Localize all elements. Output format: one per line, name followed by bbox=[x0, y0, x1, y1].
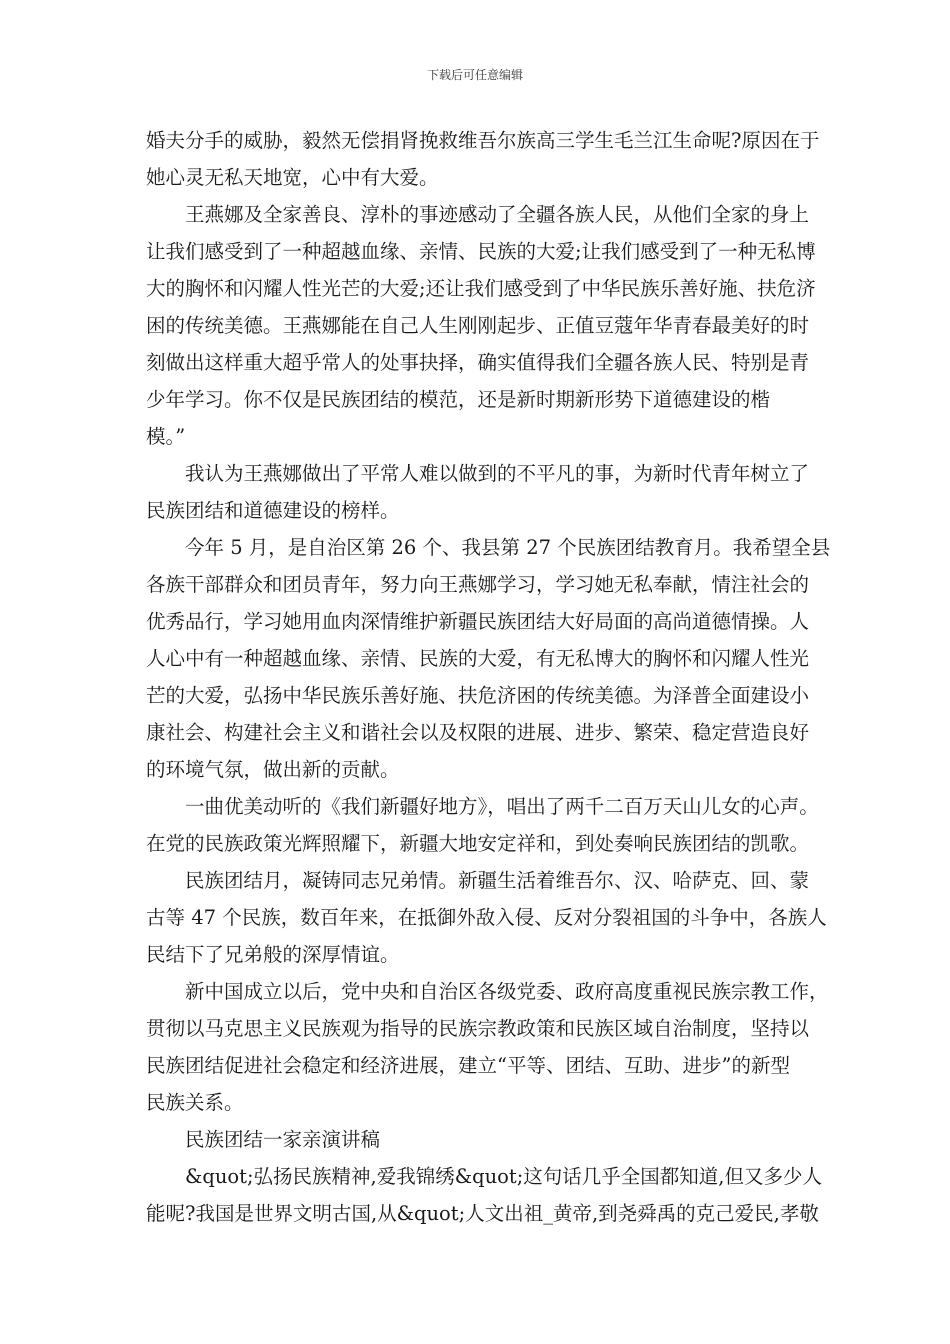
text-line: 婚夫分手的威胁，毅然无偿捐肾挽救维吾尔族高三学生毛兰江生命呢?原因在于 bbox=[146, 129, 820, 152]
text-line: 今年 5 月，是自治区第 26 个、我县第 27 个民族团结教育月。我希望全县 bbox=[185, 536, 831, 559]
text-line: 在党的民族政策光辉照耀下，新疆大地安定祥和，到处奏响民族团结的凯歌。 bbox=[146, 832, 810, 855]
text-line: 刻做出这样重大超乎常人的处事抉择，确实值得我们全疆各族人民、特别是青 bbox=[146, 351, 810, 374]
text-line: 民族团结促进社会稳定和经济进展，建立“平等、团结、互助、进步”的新型 bbox=[146, 1054, 790, 1077]
text-line: 能呢?我国是世界文明古国,从&quot;人文出祖_黄帝,到尧舜禹的克己爱民,孝敬 bbox=[146, 1202, 819, 1225]
page-header: 下载后可任意编辑 bbox=[426, 68, 523, 82]
text-line: 她心灵无私天地宽，心中有大爱。 bbox=[146, 166, 439, 189]
text-line: 让我们感受到了一种超越血缘、亲情、民族的大爱;让我们感受到了一种无私博 bbox=[146, 240, 816, 263]
text-line: 大的胸怀和闪耀人性光芒的大爱;还让我们感受到了中华民族乐善好施、扶危济 bbox=[146, 277, 816, 300]
text-line: &quot;弘扬民族精神,爱我锦绣&quot;这句话几乎全国都知道,但又多少人 bbox=[185, 1165, 822, 1188]
text-line: 少年学习。你不仅是民族团结的模范，还是新时期新形势下道德建设的楷 bbox=[146, 388, 771, 411]
text-line: 新中国成立以后，党中央和自治区各级党委、政府高度重视民族宗教工作， bbox=[185, 980, 829, 1003]
text-line: 一曲优美动听的《我们新疆好地方》，唱出了两千二百万天山儿女的心声。 bbox=[185, 795, 819, 818]
text-line: 古等 47 个民族，数百年来，在抵御外敌入侵、反对分裂祖国的斗争中，各族人 bbox=[146, 906, 827, 929]
text-line: 的环境气氛，做出新的贡献。 bbox=[146, 758, 400, 781]
text-line: 民族团结和道德建设的榜样。 bbox=[146, 499, 400, 522]
text-line: 困的传统美德。王燕娜能在自己人生刚刚起步、正值豆蔻年华青春最美好的时 bbox=[146, 314, 810, 337]
text-line: 民结下了兄弟般的深厚情谊。 bbox=[146, 943, 400, 966]
text-line: 我认为王燕娜做出了平常人难以做到的不平凡的事，为新时代青年树立了 bbox=[185, 462, 810, 485]
text-line: 民族团结一家亲演讲稿 bbox=[185, 1128, 381, 1151]
text-line: 模。” bbox=[146, 425, 186, 448]
text-line: 优秀品行，学习她用血肉深情维护新疆民族团结大好局面的高尚道德情操。人 bbox=[146, 610, 810, 633]
text-line: 人心中有一种超越血缘、亲情、民族的大爱，有无私博大的胸怀和闪耀人性光 bbox=[146, 647, 810, 670]
text-line: 芒的大爱，弘扬中华民族乐善好施、扶危济困的传统美德。为泽普全面建设小 bbox=[146, 684, 810, 707]
text-line: 民族团结月，凝铸同志兄弟情。新疆生活着维吾尔、汉、哈萨克、回、蒙 bbox=[185, 869, 810, 892]
text-line: 各族干部群众和团员青年，努力向王燕娜学习，学习她无私奉献，情注社会的 bbox=[146, 573, 810, 596]
text-line: 康社会、构建社会主义和谐社会以及权限的进展、进步、繁荣、稳定营造良好 bbox=[146, 721, 810, 744]
text-line: 民族关系。 bbox=[146, 1091, 244, 1114]
text-line: 王燕娜及全家善良、淳朴的事迹感动了全疆各族人民，从他们全家的身上 bbox=[185, 203, 810, 226]
document-body bbox=[146, 122, 831, 1232]
text-line: 贯彻以马克思主义民族观为指导的民族宗教政策和民族区域自治制度，坚持以 bbox=[146, 1017, 810, 1040]
